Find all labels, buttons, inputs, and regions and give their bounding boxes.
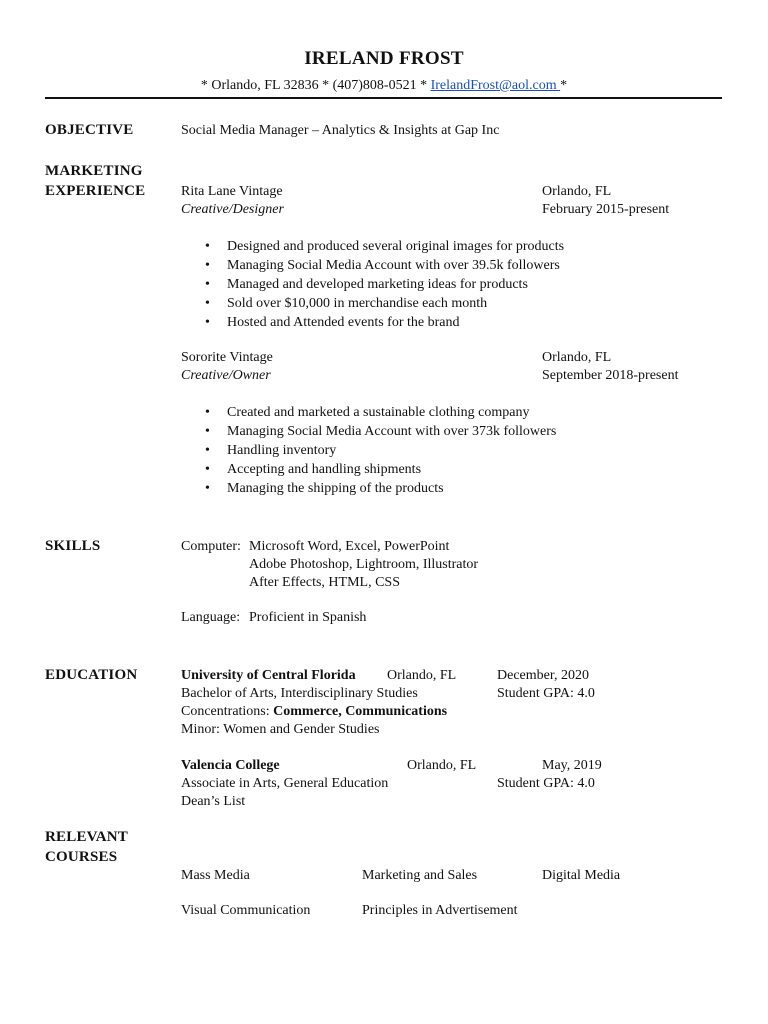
- school-degree: Associate in Arts, General Education: [181, 776, 389, 791]
- list-item: • Designed and produced several original images for products: [205, 237, 564, 256]
- school-gpa: Student GPA: 4.0: [497, 776, 595, 791]
- list-item: • Handling inventory: [205, 441, 556, 460]
- school-name: Valencia College: [181, 758, 280, 773]
- list-item: • Hosted and Attended events for the brand: [205, 313, 564, 332]
- experience-heading: [45, 161, 145, 201]
- job-title: Creative/Owner: [181, 368, 271, 383]
- skills-computer-label: Computer:: [181, 539, 241, 554]
- school-degree: Bachelor of Arts, Interdisciplinary Studies: [181, 686, 418, 701]
- courses-heading-line2: COURSES: [45, 849, 118, 865]
- list-item: • Sold over $10,000 in merchandise each month: [205, 294, 564, 313]
- course-item: Marketing and Sales: [362, 868, 478, 883]
- course-item: Visual Communication: [181, 903, 311, 918]
- list-item: • Managing Social Media Account with over 373k followers: [205, 422, 556, 441]
- skills-language-value: Proficient in Spanish: [249, 610, 367, 625]
- school-date: May, 2019: [542, 758, 602, 773]
- job-location: Orlando, FL: [542, 350, 612, 365]
- course-item: Digital Media: [542, 868, 621, 883]
- list-item: • Managing the shipping of the products: [205, 479, 556, 498]
- email-link[interactable]: IrelandFrost@aol.com: [430, 78, 561, 93]
- resume-name: IRELAND FROST: [304, 48, 464, 69]
- job-company: Rita Lane Vintage: [181, 184, 283, 199]
- list-item: • Accepting and handling shipments: [205, 460, 556, 479]
- job-bullet-list: [205, 403, 556, 498]
- skills-computer-line: Microsoft Word, Excel, PowerPoint: [249, 539, 450, 554]
- skills-heading: SKILLS: [45, 538, 101, 554]
- job-location: Orlando, FL: [542, 184, 612, 199]
- school-name: University of Central Florida: [181, 668, 356, 683]
- courses-heading-line1: RELEVANT: [45, 829, 129, 845]
- contact-line: [0, 78, 768, 94]
- contact-details: * Orlando, FL 32836 * (407)808-0521 *: [200, 78, 431, 93]
- contact-suffix: *: [560, 78, 568, 93]
- school-location: Orlando, FL: [387, 668, 457, 683]
- skills-computer-line: After Effects, HTML, CSS: [249, 575, 400, 590]
- school-concentrations: [181, 703, 447, 721]
- school-gpa: Student GPA: 4.0: [497, 686, 595, 701]
- list-item: • Managing Social Media Account with over 39.5k followers: [205, 256, 564, 275]
- skills-computer-line: Adobe Photoshop, Lightroom, Illustrator: [249, 557, 479, 572]
- job-bullet-list: [205, 237, 564, 332]
- course-item: Principles in Advertisement: [362, 903, 518, 918]
- course-item: Mass Media: [181, 868, 250, 883]
- job-dates: September 2018-present: [542, 368, 679, 383]
- concentrations-label: Concentrations:: [181, 704, 270, 719]
- school-honors: Dean’s List: [181, 794, 246, 809]
- experience-heading-line2: EXPERIENCE: [45, 183, 146, 199]
- job-dates: February 2015-present: [542, 202, 670, 217]
- school-date: December, 2020: [497, 668, 589, 683]
- objective-text: Social Media Manager – Analytics & Insights at Gap Inc: [181, 123, 500, 138]
- skills-language-label: Language:: [181, 610, 241, 625]
- concentrations-value: Commerce, Communications: [273, 704, 448, 719]
- job-title: Creative/Designer: [181, 202, 284, 217]
- list-item: • Created and marketed a sustainable clothing company: [205, 403, 556, 422]
- experience-heading-line1: MARKETING: [45, 163, 143, 179]
- school-location: Orlando, FL: [407, 758, 477, 773]
- objective-heading: OBJECTIVE: [45, 122, 134, 138]
- header-divider: [45, 97, 722, 99]
- school-minor: Minor: Women and Gender Studies: [181, 722, 380, 737]
- list-item: • Managed and developed marketing ideas for products: [205, 275, 564, 294]
- education-heading: EDUCATION: [45, 667, 138, 683]
- courses-heading: [45, 827, 128, 867]
- job-company: Sororite Vintage: [181, 350, 273, 365]
